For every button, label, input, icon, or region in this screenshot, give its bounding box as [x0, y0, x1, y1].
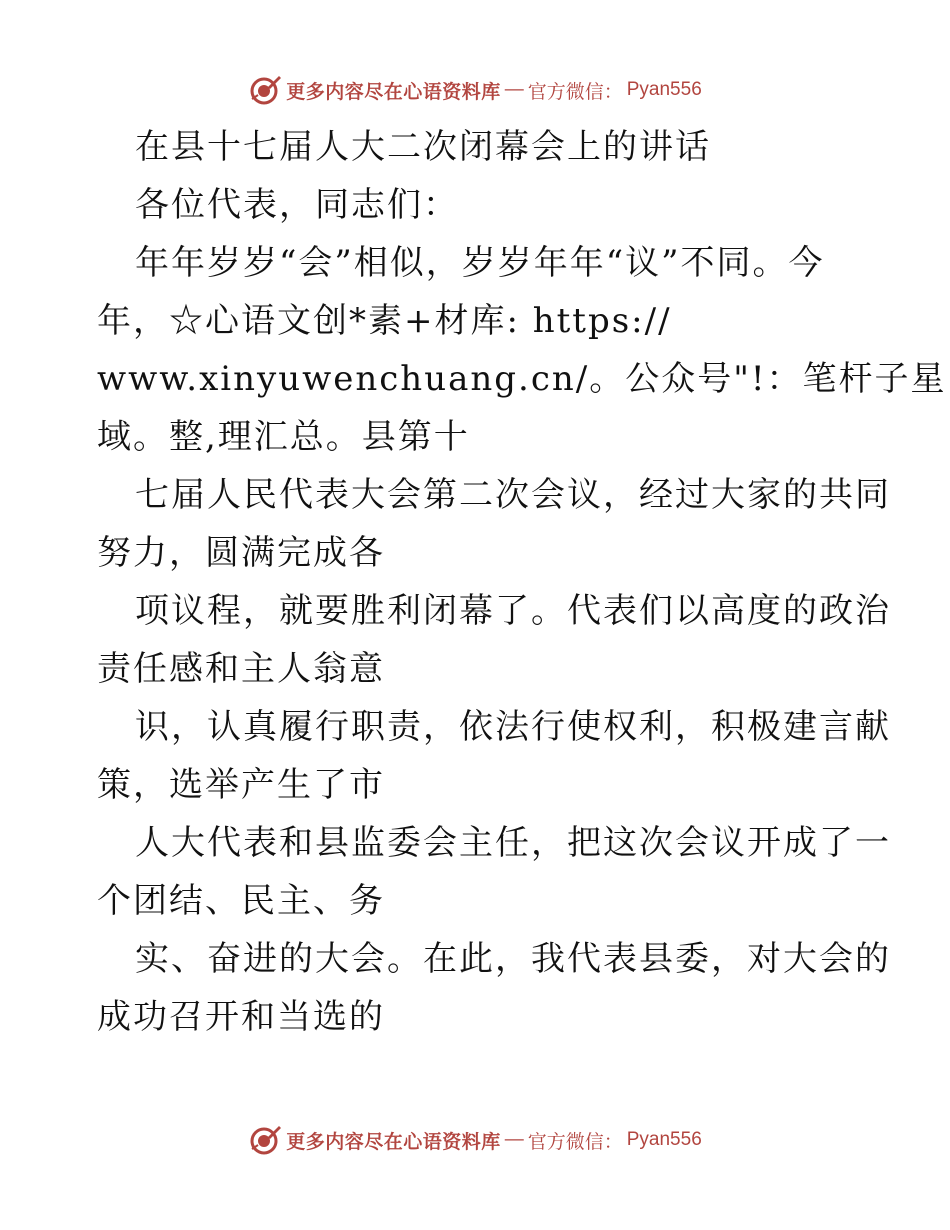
document-body	[97, 118, 947, 1046]
banner-separator: —	[504, 1129, 524, 1150]
banner-title: 更多内容尽在心语资料库	[286, 1130, 501, 1153]
paragraph-line: 个团结、民主、务	[97, 881, 385, 921]
pen-logo-icon	[248, 73, 282, 107]
paragraph-line: 努力，圆满完成各	[97, 533, 385, 573]
banner-separator: —	[504, 79, 524, 100]
paragraph-line: 成功召开和当选的	[97, 997, 385, 1037]
paragraph-line: 年，☆心语文创*素+材库: https://	[97, 301, 672, 341]
paragraph-line: 项议程，就要胜利闭幕了。代表们以高度的政治	[135, 591, 891, 631]
paragraph-line: 人大代表和县监委会主任，把这次会议开成了一	[135, 823, 891, 863]
footer-banner	[0, 1120, 950, 1160]
paragraph-line: 识，认真履行职责，依法行使权利，积极建言献	[135, 707, 891, 747]
paragraph-line: 域。整,理汇总。县第十	[97, 417, 470, 457]
banner-wechat-label: 官方微信：	[527, 1130, 623, 1153]
paragraph-line: 年年岁岁“会”相似，岁岁年年“议”不同。今	[135, 243, 825, 283]
paragraph-line: 七届人民代表大会第二次会议，经过大家的共同	[135, 475, 891, 515]
document-title: 在县十七届人大二次闭幕会上的讲话	[135, 127, 711, 167]
pen-logo-icon	[248, 1123, 282, 1157]
banner-wechat-label: 官方微信：	[527, 80, 623, 103]
paragraph-line: 实、奋进的大会。在此，我代表县委，对大会的	[135, 939, 891, 979]
paragraph-line: 策，选举产生了市	[97, 765, 385, 805]
salutation: 各位代表，同志们：	[135, 185, 459, 225]
banner-title: 更多内容尽在心语资料库	[286, 80, 501, 103]
banner-wechat-id: Pyan556	[626, 79, 702, 100]
paragraph-line: 责任感和主人翁意	[97, 649, 385, 689]
banner-wechat-id: Pyan556	[626, 1129, 702, 1150]
paragraph-line: www.xinyuwenchuang.cn/。公众号"!：笔杆子星	[97, 359, 947, 399]
header-banner	[0, 70, 950, 110]
